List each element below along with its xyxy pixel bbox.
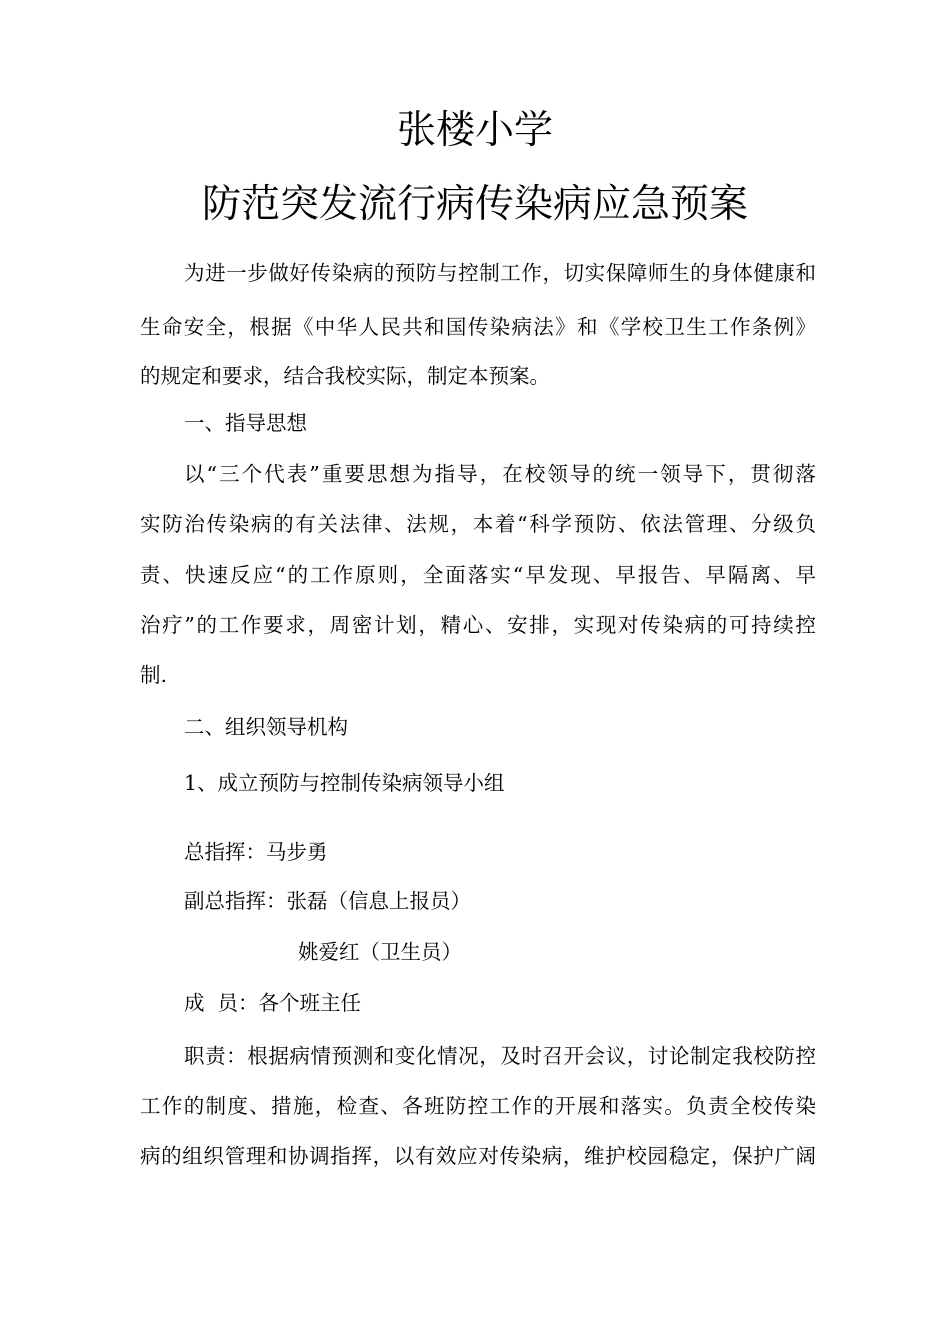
intro-line-2: 生命安全，根据《中华人民共和国传染病法》和《学校卫生工作条例》	[140, 315, 816, 339]
commander-line: 总指挥：马步勇	[184, 840, 328, 864]
section1-line-3: 责、快速反应“的工作原则，全面落实“早发现、早报告、早隔离、早	[140, 563, 816, 587]
school-title: 张楼小学	[396, 108, 553, 153]
deputy-commander-line-2: 姚爱红（卫生员）	[298, 940, 462, 964]
intro-line-3: 的规定和要求，结合我校实际，制定本预案。	[140, 364, 550, 388]
members-line: 成 员：各个班主任	[184, 991, 362, 1015]
duty-line-1: 职责：根据病情预测和变化情况，及时召开会议，讨论制定我校防控	[184, 1044, 816, 1068]
section1-line-1: 以“三个代表”重要思想为指导，在校领导的统一领导下，贯彻落	[184, 462, 816, 486]
section1-line-2: 实防治传染病的有关法律、法规，本着“科学预防、依法管理、分级负	[140, 512, 816, 536]
section1-heading: 一、指导思想	[184, 411, 307, 435]
section1-line-4: 治疗”的工作要求，周密计划，精心、安排，实现对传染病的可持续控	[140, 613, 816, 637]
section1-line-5: 制.	[140, 663, 168, 687]
duty-line-3: 病的组织管理和协调指挥，以有效应对传染病，维护校园稳定，保护广阔	[140, 1144, 816, 1168]
duty-line-2: 工作的制度、措施，检查、各班防控工作的开展和落实。负责全校传染	[140, 1094, 816, 1118]
deputy-commander-line: 副总指挥：张磊（信息上报员）	[184, 889, 471, 913]
plan-title: 防范突发流行病传染病应急预案	[201, 182, 748, 227]
section2-heading: 二、组织领导机构	[184, 715, 348, 739]
section2-subheading: 1、成立预防与控制传染病领导小组	[184, 771, 505, 795]
intro-line-1: 为进一步做好传染病的预防与控制工作，切实保障师生的身体健康和	[184, 261, 816, 285]
